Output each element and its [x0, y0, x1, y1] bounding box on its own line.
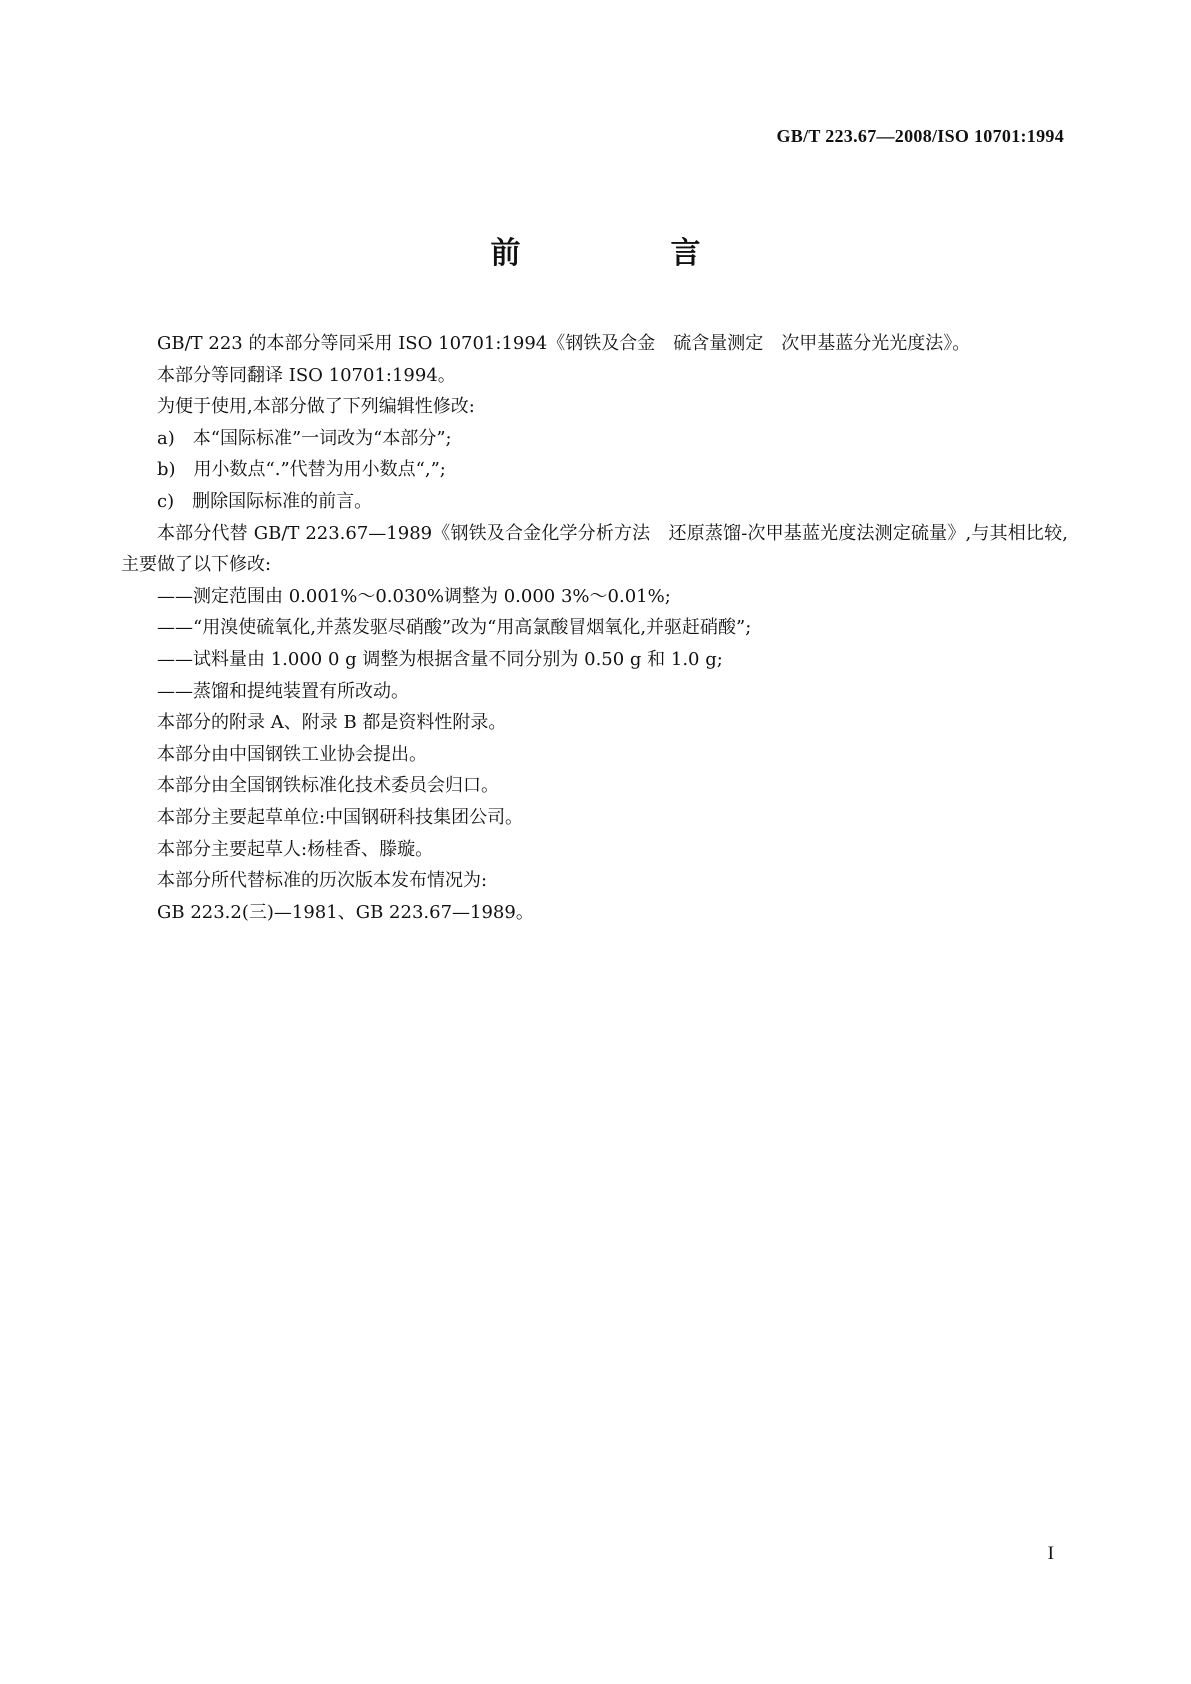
paragraph-history-intro: 本部分所代替标准的历次版本发布情况为: — [157, 870, 488, 892]
paragraph-adoption: GB/T 223 的本部分等同采用 ISO 10701:1994《钢铁及合金 硫含量测定 次甲基蓝分光光度法》。 — [157, 333, 971, 354]
standard-code-header: GB/T 223.67—2008/ISO 10701:1994 — [776, 126, 1064, 146]
change-item-oxidation: ——“用溴使硫氧化,并蒸发驱尽硝酸”改为“用高氯酸冒烟氧化,并驱赶硝酸”; — [157, 617, 752, 639]
change-item-range: ——测定范围由 0.001%～0.030%调整为 0.000 3%～0.01%; — [157, 585, 671, 607]
paragraph-drafters: 本部分主要起草人:杨桂香、滕璇。 — [157, 838, 434, 860]
paragraph-proposer: 本部分由中国钢铁工业协会提出。 — [157, 743, 427, 765]
page-number: I — [1047, 1543, 1054, 1564]
paragraph-replacement: 本部分代替 GB/T 223.67—1989《钢铁及合金化学分析方法 还原蒸馏-次甲基蓝光度法测定硫量》,与其相比较,主要做了以下修改: — [121, 522, 1068, 576]
paragraph-translation: 本部分等同翻译 ISO 10701:1994。 — [157, 364, 456, 386]
change-item-sample-mass: ——试料量由 1.000 0 g 调整为根据含量不同分别为 0.50 g 和 1.0 g; — [157, 648, 723, 670]
list-item-c: c) 删除国际标准的前言。 — [157, 490, 373, 512]
list-item-a: a) 本“国际标准”一词改为“本部分”; — [157, 427, 452, 449]
paragraph-editorial-intro: 为便于使用,本部分做了下列编辑性修改: — [157, 396, 475, 418]
paragraph-history-versions: GB 223.2(三)—1981、GB 223.67—1989。 — [157, 901, 534, 923]
paragraph-committee: 本部分由全国钢铁标准化技术委员会归口。 — [157, 775, 499, 797]
change-item-apparatus: ——蒸馏和提纯装置有所改动。 — [157, 680, 409, 702]
page-title: 前 言 — [490, 236, 761, 271]
paragraph-annexes: 本部分的附录 A、附录 B 都是资料性附录。 — [157, 712, 507, 734]
paragraph-drafting-unit: 本部分主要起草单位:中国钢研科技集团公司。 — [157, 806, 524, 828]
list-item-b: b) 用小数点“.”代替为用小数点“,”; — [157, 459, 446, 481]
foreword-body — [121, 328, 1068, 928]
